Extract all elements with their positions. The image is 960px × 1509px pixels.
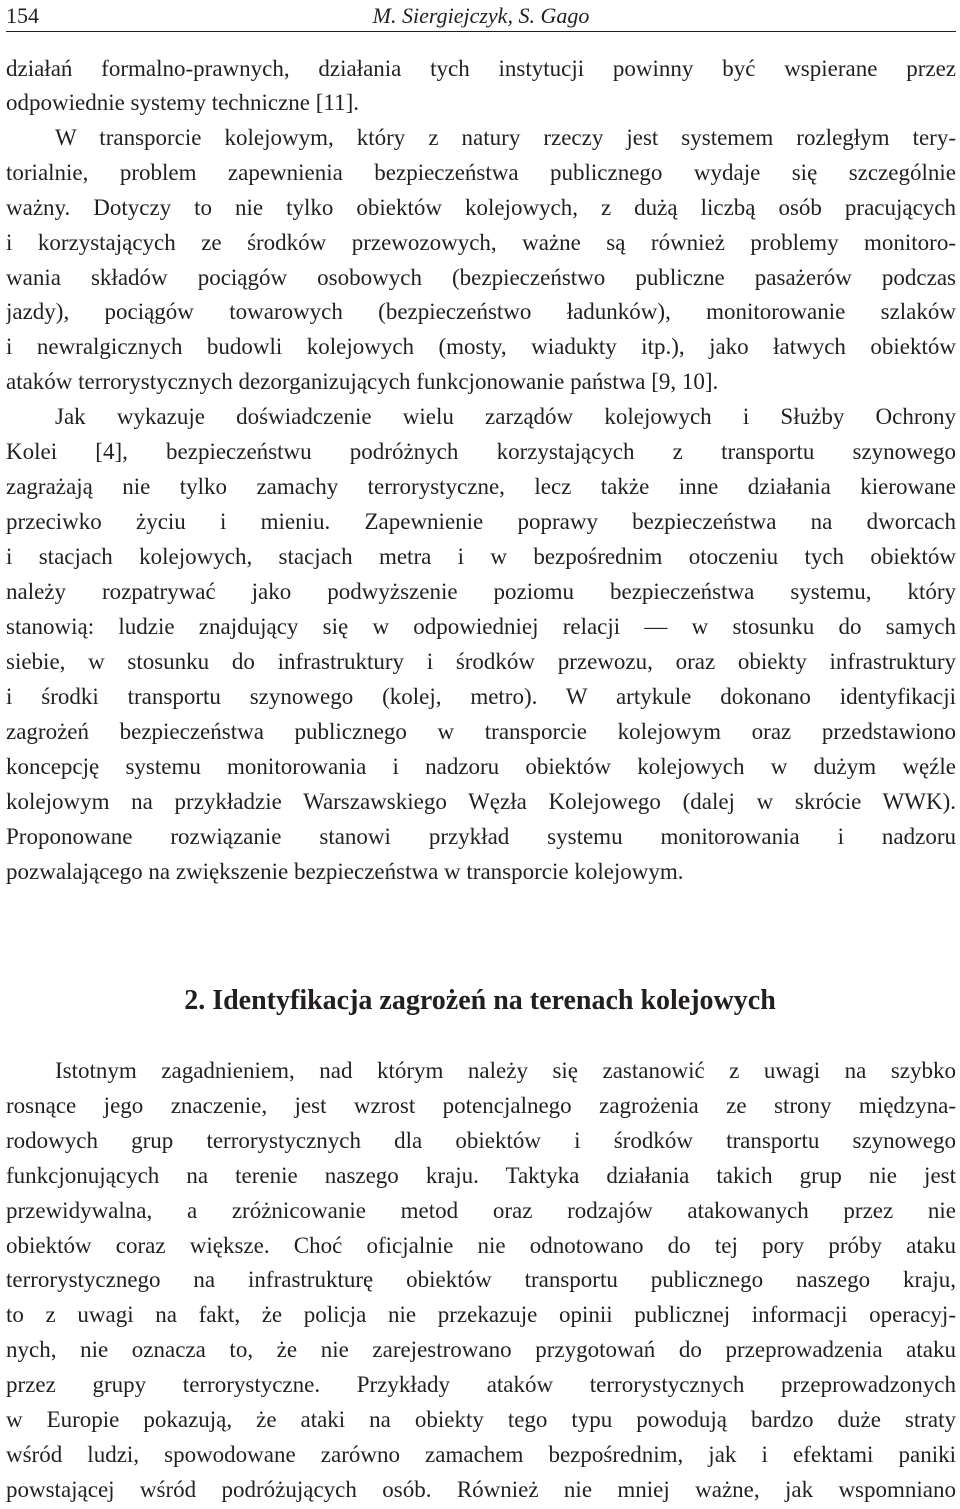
body-line: W transporcie kolejowym, który z natury rzeczy jest systemem rozległym tery-	[55, 125, 956, 150]
body-line: pozwalającego na zwiększenie bezpieczeństwa w transporcie kolejowym.	[6, 859, 684, 884]
body-line: przez grupy terrorystyczne. Przykłady ataków terrorystycznych przeprowadzonych	[6, 1372, 956, 1397]
body-line: i środki transportu szynowego (kolej, metro). W artykule dokonano identyfikacji	[6, 684, 956, 709]
body-line: obiektów coraz większe. Choć oficjalnie nie odnotowano do tej pory próby ataku	[6, 1233, 956, 1258]
body-line: rodowych grup terrorystycznych dla obiektów i środków transportu szynowego	[6, 1128, 956, 1153]
body-line: ważny. Dotyczy to nie tylko obiektów kolejowych, z dużą liczbą osób pracujących	[6, 195, 956, 220]
body-line: jazdy), pociągów towarowych (bezpieczeństwo ładunków), monitorowanie szlaków	[6, 299, 956, 324]
body-line: siebie, w stosunku do infrastruktury i środków przewozu, oraz obiekty infrastruktury	[6, 649, 956, 674]
body-line: kolejowym na przykładzie Warszawskiego Węzła Kolejowego (dalej w skrócie WWK).	[6, 789, 956, 814]
page-number: 154	[6, 3, 39, 28]
running-header	[6, 0, 956, 32]
body-line: przeciwko życiu i mieniu. Zapewnienie poprawy bezpieczeństwa na dworcach	[6, 509, 956, 534]
body-line: ataków terrorystycznych dezorganizujących funkcjonowanie państwa [9, 10].	[6, 369, 719, 394]
body-line: wania składów pociągów osobowych (bezpieczeństwo publiczne pasażerów podczas	[6, 265, 956, 290]
body-line: w Europie pokazują, że ataki na obiekty tego typu powodują bardzo duże straty	[6, 1407, 956, 1432]
body-line: Kolei [4], bezpieczeństwu podróżnych korzystających z transportu szynowego	[6, 439, 956, 464]
body-line: zagrożeń bezpieczeństwa publicznego w transporcie kolejowym oraz przedstawiono	[6, 719, 956, 744]
body-line: Proponowane rozwiązanie stanowi przykład systemu monitorowania i nadzoru	[6, 824, 956, 849]
body-line: Istotnym zagadnieniem, nad którym należy się zastanowić z uwagi na szybko	[55, 1058, 956, 1083]
body-line: należy rozpatrywać jako podwyższenie poziomu bezpieczeństwa systemu, który	[6, 579, 956, 604]
body-line: przewidywalna, a zróżnicowanie metod oraz rodzajów atakowanych przez nie	[6, 1198, 956, 1223]
body-line: działań formalno-prawnych, działania tych instytucji powinny być wspierane przez	[6, 56, 956, 81]
running-head-authors: M. Siergiejczyk, S. Gago	[372, 3, 590, 28]
body-line: rosnące jego znaczenie, jest wzrost potencjalnego zagrożenia ze strony międzyna-	[6, 1093, 956, 1118]
body-line: funkcjonujących na terenie naszego kraju. Taktyka działania takich grup nie jest	[6, 1163, 956, 1188]
body-line: odpowiednie systemy techniczne [11].	[6, 90, 359, 115]
body-line: i stacjach kolejowych, stacjach metra i w bezpośrednim otoczeniu tych obiektów	[6, 544, 956, 569]
body-line: i newralgicznych budowli kolejowych (mosty, wiadukty itp.), jako łatwych obiektów	[6, 334, 956, 359]
body-line: powstającej wśród podróżujących osób. Również nie mniej ważne, jak wspomniano	[6, 1477, 956, 1502]
body-line: torialnie, problem zapewnienia bezpieczeństwa publicznego wydaje się szczególnie	[6, 160, 956, 185]
body-line: i korzystających ze środków przewozowych, ważne są również problemy monitoro-	[6, 230, 956, 255]
body-line: zagrażają nie tylko zamachy terrorystyczne, lecz także inne działania kierowane	[6, 474, 956, 499]
body-line: Jak wykazuje doświadczenie wielu zarządów kolejowych i Służby Ochrony	[55, 404, 956, 429]
body-line: stanowią: ludzie znajdujący się w odpowiedniej relacji — w stosunku do samych	[6, 614, 956, 639]
body-line: to z uwagi na fakt, że policja nie przekazuje opinii publicznej informacji operacyj-	[6, 1302, 956, 1327]
body-line: nych, nie oznacza to, że nie zarejestrowano przygotowań do przeprowadzenia ataku	[6, 1337, 956, 1362]
body-line: terrorystycznego na infrastrukturę obiektów transportu publicznego naszego kraju,	[6, 1267, 956, 1292]
body-line: wśród ludzi, spowodowane zarówno zamachem bezpośrednim, jak i efektami paniki	[6, 1442, 956, 1467]
body-line: koncepcję systemu monitorowania i nadzoru obiektów kolejowych w dużym węźle	[6, 754, 956, 779]
section-heading: 2. Identyfikacja zagrożeń na terenach kolejowych	[184, 985, 776, 1016]
